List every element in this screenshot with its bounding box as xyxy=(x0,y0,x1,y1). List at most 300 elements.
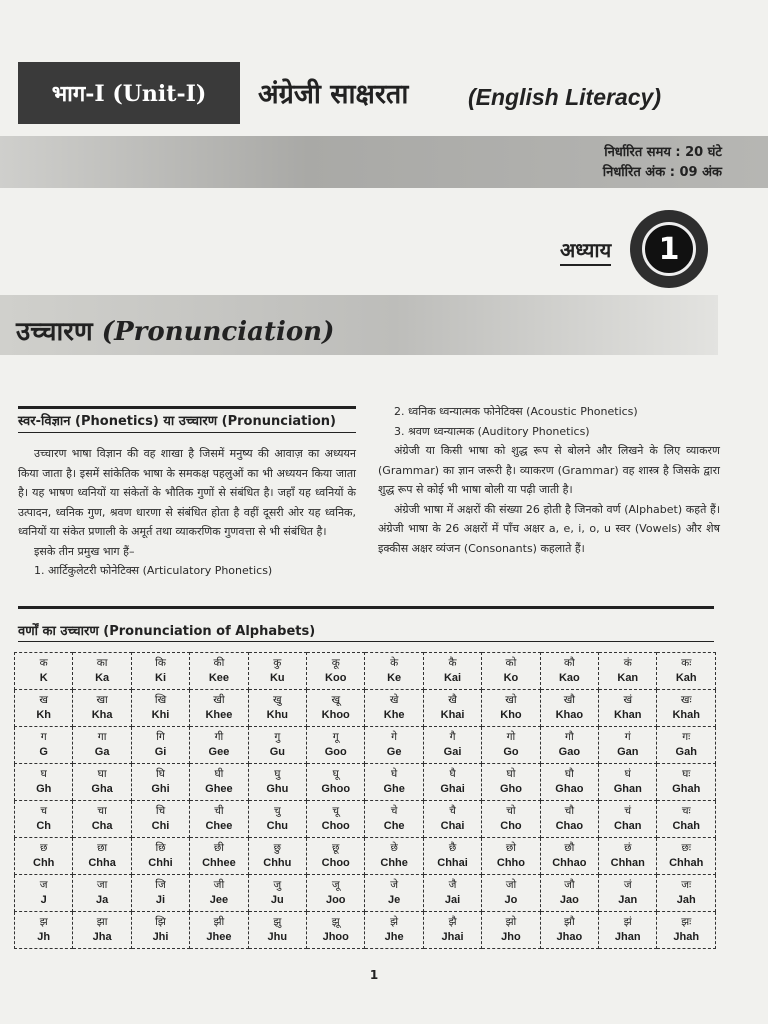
roman-pronunciation: Jan xyxy=(618,894,638,906)
devanagari-syllable: घा xyxy=(97,768,107,780)
table-cell xyxy=(73,875,131,912)
roman-pronunciation: Jh xyxy=(37,931,51,943)
chapter-number-badge xyxy=(630,210,708,288)
roman-pronunciation: Choo xyxy=(321,820,350,832)
devanagari-syllable: जु xyxy=(273,879,282,891)
roman-pronunciation: Chhao xyxy=(552,857,587,869)
devanagari-syllable: घं xyxy=(624,768,631,780)
devanagari-syllable: छः xyxy=(681,842,691,854)
table-heading-text: वर्णों का उच्चारण (Pronunciation of Alphabets) xyxy=(18,621,714,642)
table-cell xyxy=(482,690,540,727)
roman-pronunciation: Jhan xyxy=(614,931,641,943)
section-heading xyxy=(18,406,356,433)
devanagari-syllable: जा xyxy=(96,879,108,891)
roman-pronunciation: Chai xyxy=(440,820,465,832)
table-cell xyxy=(190,801,248,838)
devanagari-syllable: छै xyxy=(448,842,457,854)
table-cell xyxy=(307,912,365,949)
table-cell xyxy=(482,727,540,764)
table-row xyxy=(15,875,716,912)
devanagari-syllable: ची xyxy=(214,805,224,817)
table-cell xyxy=(190,690,248,727)
roman-pronunciation: Jhai xyxy=(441,931,464,943)
devanagari-syllable: झो xyxy=(505,916,517,928)
devanagari-syllable: झ xyxy=(39,916,48,928)
roman-pronunciation: Chhan xyxy=(610,857,645,869)
roman-pronunciation: Chha xyxy=(88,857,116,869)
roman-pronunciation: Ga xyxy=(94,746,110,758)
devanagari-syllable: घी xyxy=(214,768,224,780)
table-cell xyxy=(131,801,189,838)
roman-pronunciation: Khoo xyxy=(321,709,350,721)
roman-pronunciation: Jee xyxy=(209,894,229,906)
devanagari-syllable: का xyxy=(96,657,108,669)
roman-pronunciation: Kan xyxy=(617,672,639,684)
grammar-paragraph: अंग्रेजी या किसी भाषा को शुद्ध रूप से बोलने और लिखने के लिए व्याकरण (Grammar) का ज्ञान जरूरी है। व्याकरण (Grammar) वह शास्त्र है जिसके द्वारा शुद्ध रूप से कोई भी भाषा बोली या पढ़ी जाती है। xyxy=(378,444,720,496)
roman-pronunciation: Ghao xyxy=(555,783,584,795)
list-item-1: 1. आर्टिकुलेटरी फोनेटिक्स (Articulatory Phonetics) xyxy=(34,564,273,577)
table-cell xyxy=(73,838,131,875)
devanagari-syllable: कि xyxy=(155,657,166,669)
roman-pronunciation: Jho xyxy=(501,931,521,943)
devanagari-syllable: छा xyxy=(97,842,108,854)
roman-pronunciation: Khe xyxy=(383,709,405,721)
roman-pronunciation: Gho xyxy=(499,783,522,795)
roman-pronunciation: Ji xyxy=(155,894,166,906)
list-item-3: 3. श्रवण ध्वन्यात्मक (Auditory Phonetics) xyxy=(394,424,590,438)
roman-pronunciation: Ghan xyxy=(613,783,642,795)
roman-pronunciation: Choo xyxy=(321,857,350,869)
table-cell xyxy=(365,801,423,838)
roman-pronunciation: Khan xyxy=(614,709,642,721)
devanagari-syllable: छि xyxy=(155,842,166,854)
devanagari-syllable: जो xyxy=(505,879,517,891)
roman-pronunciation: Chhee xyxy=(202,857,236,869)
roman-pronunciation: Ja xyxy=(95,894,109,906)
table-cell xyxy=(190,727,248,764)
table-cell xyxy=(248,727,306,764)
table-cell xyxy=(190,875,248,912)
alphabet-paragraph: अंग्रेजी भाषा में अक्षरों की संख्या 26 होती है जिनको वर्ण (Alphabet) कहते हैं। अंग्रेजी भाषा के 26 अक्षरों में पाँच अक्षर a, e, i, o, u स्वर (Vowels) और शेष इक्कीस अक्षर व्यंजन (Consonants) कहलाते हैं। xyxy=(378,502,720,555)
devanagari-syllable: खे xyxy=(389,694,399,706)
table-cell xyxy=(599,727,657,764)
roman-pronunciation: Chhi xyxy=(148,857,173,869)
roman-pronunciation: Gah xyxy=(675,746,697,758)
roman-pronunciation: Kai xyxy=(443,672,462,684)
roman-pronunciation: Chah xyxy=(672,820,700,832)
roman-pronunciation: Ch xyxy=(36,820,52,832)
devanagari-syllable: कः xyxy=(681,657,692,669)
table-cell xyxy=(307,838,365,875)
table-cell xyxy=(73,690,131,727)
table-cell xyxy=(540,690,598,727)
table-cell xyxy=(307,727,365,764)
table-cell xyxy=(131,838,189,875)
roman-pronunciation: Ku xyxy=(269,672,285,684)
devanagari-syllable: जं xyxy=(623,879,632,891)
table-cell xyxy=(657,727,716,764)
table-cell xyxy=(599,875,657,912)
devanagari-syllable: गी xyxy=(214,731,224,743)
roman-pronunciation: Kha xyxy=(91,709,113,721)
roman-pronunciation: Ka xyxy=(95,672,110,684)
roman-pronunciation: Khi xyxy=(151,709,170,721)
time-allotted: निर्धारित समय : 20 घंटे xyxy=(604,145,722,160)
devanagari-syllable: खि xyxy=(154,694,167,706)
roman-pronunciation: J xyxy=(40,894,47,906)
table-cell xyxy=(599,653,657,690)
devanagari-syllable: झु xyxy=(273,916,282,928)
roman-pronunciation: Ghu xyxy=(266,783,289,795)
table-cell xyxy=(540,653,598,690)
devanagari-syllable: झौ xyxy=(564,916,575,928)
table-cell xyxy=(540,801,598,838)
roman-pronunciation: Chee xyxy=(205,820,233,832)
devanagari-syllable: चो xyxy=(506,805,516,817)
table-row xyxy=(15,764,716,801)
roman-pronunciation: Khah xyxy=(672,709,700,721)
roman-pronunciation: Ju xyxy=(270,894,284,906)
table-row xyxy=(15,727,716,764)
table-heading xyxy=(18,606,714,642)
table-cell xyxy=(657,801,716,838)
table-cell xyxy=(307,764,365,801)
roman-pronunciation: Jha xyxy=(92,931,112,943)
roman-pronunciation: Jhu xyxy=(267,931,288,943)
table-cell xyxy=(307,801,365,838)
devanagari-syllable: कु xyxy=(273,657,282,669)
table-cell xyxy=(482,912,540,949)
devanagari-syllable: कू xyxy=(331,657,340,669)
table-cell xyxy=(599,838,657,875)
table-cell xyxy=(15,653,73,690)
devanagari-syllable: चौ xyxy=(564,805,575,817)
roman-pronunciation: Jo xyxy=(504,894,518,906)
alphabet-table-body xyxy=(15,653,716,949)
devanagari-syllable: झे xyxy=(390,916,399,928)
table-cell xyxy=(657,690,716,727)
roman-pronunciation: Chi xyxy=(151,820,170,832)
table-cell xyxy=(15,690,73,727)
roman-pronunciation: Chao xyxy=(555,820,584,832)
devanagari-syllable: जै xyxy=(448,879,457,891)
roman-pronunciation: G xyxy=(39,746,48,758)
roman-pronunciation: Chhu xyxy=(263,857,292,869)
table-cell xyxy=(248,801,306,838)
chapter-title xyxy=(16,312,334,348)
table-cell xyxy=(423,653,481,690)
table-row xyxy=(15,912,716,949)
devanagari-syllable: झू xyxy=(331,916,340,928)
devanagari-syllable: झी xyxy=(213,916,225,928)
table-cell xyxy=(15,801,73,838)
table-cell xyxy=(365,912,423,949)
devanagari-syllable: छो xyxy=(505,842,516,854)
table-cell xyxy=(599,801,657,838)
devanagari-syllable: ग xyxy=(40,731,47,743)
table-cell xyxy=(131,764,189,801)
devanagari-syllable: छौ xyxy=(564,842,575,854)
table-cell xyxy=(657,912,716,949)
roman-pronunciation: Gee xyxy=(208,746,230,758)
roman-pronunciation: Ghoo xyxy=(321,783,351,795)
table-cell xyxy=(482,801,540,838)
table-cell xyxy=(190,653,248,690)
chapter-label: अध्याय xyxy=(560,236,611,266)
devanagari-syllable: छी xyxy=(213,842,224,854)
devanagari-syllable: गो xyxy=(506,731,516,743)
devanagari-syllable: झा xyxy=(96,916,108,928)
table-row xyxy=(15,801,716,838)
table-cell xyxy=(423,912,481,949)
devanagari-syllable: जौ xyxy=(564,879,575,891)
devanagari-syllable: छ xyxy=(40,842,48,854)
roman-pronunciation: Khai xyxy=(440,709,465,721)
devanagari-syllable: कं xyxy=(623,657,632,669)
table-cell xyxy=(131,875,189,912)
table-cell xyxy=(131,690,189,727)
table-cell xyxy=(73,727,131,764)
devanagari-syllable: खौ xyxy=(563,694,576,706)
devanagari-syllable: खं xyxy=(623,694,633,706)
roman-pronunciation: Ko xyxy=(503,672,519,684)
devanagari-syllable: क xyxy=(39,657,48,669)
section-heading-text: स्वर-विज्ञान (Phonetics) या उच्चारण (Pronunciation) xyxy=(18,411,356,433)
right-column xyxy=(378,402,720,558)
devanagari-syllable: घो xyxy=(506,768,516,780)
table-cell xyxy=(365,690,423,727)
table-cell xyxy=(248,653,306,690)
roman-pronunciation: Khao xyxy=(555,709,584,721)
table-cell xyxy=(131,727,189,764)
devanagari-syllable: की xyxy=(213,657,225,669)
roman-pronunciation: Cha xyxy=(91,820,113,832)
table-cell xyxy=(15,727,73,764)
table-cell xyxy=(73,653,131,690)
roman-pronunciation: Jhao xyxy=(556,931,583,943)
roman-pronunciation: Chhe xyxy=(380,857,408,869)
table-cell xyxy=(540,838,598,875)
devanagari-syllable: जे xyxy=(390,879,399,891)
chapter-title-english: (Pronunciation) xyxy=(101,317,335,347)
devanagari-syllable: चि xyxy=(155,805,166,817)
devanagari-syllable: गः xyxy=(682,731,691,743)
roman-pronunciation: Kee xyxy=(208,672,230,684)
table-cell xyxy=(190,838,248,875)
table-cell xyxy=(657,653,716,690)
unit-label: भाग-I (Unit-I) xyxy=(18,62,240,124)
devanagari-syllable: गि xyxy=(156,731,165,743)
roman-pronunciation: Jhoo xyxy=(322,931,349,943)
roman-pronunciation: Ghi xyxy=(151,783,170,795)
table-cell xyxy=(657,838,716,875)
roman-pronunciation: K xyxy=(39,672,48,684)
devanagari-syllable: छु xyxy=(273,842,282,854)
roman-pronunciation: Ke xyxy=(387,672,402,684)
roman-pronunciation: Gi xyxy=(154,746,167,758)
roman-pronunciation: Jah xyxy=(676,894,696,906)
table-cell xyxy=(307,690,365,727)
devanagari-syllable: चै xyxy=(449,805,456,817)
devanagari-syllable: गौ xyxy=(565,731,574,743)
roman-pronunciation: Gu xyxy=(269,746,285,758)
list-item-2: 2. ध्वनिक ध्वन्यात्मक फोनेटिक्स (Acoustic Phonetics) xyxy=(394,405,638,418)
devanagari-syllable: को xyxy=(505,657,517,669)
devanagari-syllable: के xyxy=(390,657,399,669)
roman-pronunciation: Kh xyxy=(36,709,52,721)
devanagari-syllable: झै xyxy=(448,916,457,928)
devanagari-syllable: घः xyxy=(682,768,691,780)
devanagari-syllable: घ xyxy=(40,768,47,780)
table-cell xyxy=(131,912,189,949)
table-cell xyxy=(73,912,131,949)
roman-pronunciation: Ghai xyxy=(440,783,465,795)
devanagari-syllable: गू xyxy=(332,731,339,743)
roman-pronunciation: Ge xyxy=(386,746,402,758)
table-cell xyxy=(540,764,598,801)
roman-pronunciation: Chu xyxy=(266,820,289,832)
roman-pronunciation: Ghe xyxy=(383,783,405,795)
devanagari-syllable: ज xyxy=(39,879,48,891)
devanagari-syllable: गै xyxy=(449,731,456,743)
table-cell xyxy=(248,838,306,875)
table-cell xyxy=(540,912,598,949)
table-cell xyxy=(423,690,481,727)
roman-pronunciation: Chan xyxy=(614,820,642,832)
chapter-number: 1 xyxy=(642,222,696,276)
roman-pronunciation: Koo xyxy=(325,672,347,684)
devanagari-syllable: घि xyxy=(156,768,165,780)
table-cell xyxy=(482,653,540,690)
roman-pronunciation: Chhai xyxy=(437,857,468,869)
roman-pronunciation: Ghah xyxy=(672,783,701,795)
devanagari-syllable: कौ xyxy=(563,657,575,669)
devanagari-syllable: घै xyxy=(449,768,456,780)
devanagari-syllable: खू xyxy=(331,694,341,706)
alphabet-table xyxy=(14,652,716,949)
devanagari-syllable: खी xyxy=(213,694,225,706)
table-cell xyxy=(365,764,423,801)
devanagari-syllable: जि xyxy=(155,879,166,891)
roman-pronunciation: Cho xyxy=(500,820,522,832)
devanagari-syllable: च xyxy=(40,805,48,817)
devanagari-syllable: जू xyxy=(331,879,340,891)
table-cell xyxy=(540,875,598,912)
roman-pronunciation: Khu xyxy=(266,709,289,721)
time-marks-band xyxy=(0,136,768,188)
table-cell xyxy=(365,875,423,912)
devanagari-syllable: घे xyxy=(391,768,398,780)
table-cell xyxy=(131,653,189,690)
left-column xyxy=(18,444,356,581)
table-cell xyxy=(73,764,131,801)
table-cell xyxy=(15,875,73,912)
intro-paragraph: उच्चारण भाषा विज्ञान की वह शाखा है जिसमें मनुष्य की आवाज़ का अध्ययन किया जाता है। इसमें सांकेतिक भाषा के समकक्ष पहलुओं का भी अध्ययन किया जाता है। यह भाषण ध्वनियों या संकेतों के भौतिक गुणों से संबंधित है। जहाँ यह ध्वनियों के उत्पादन, ध्वनिक गुण, श्रवण धारणा से संबंधित होता है वहीं दूसरी ओर यह ध्वनिक, ध्वनियों या संकेत प्रणाली के अमूर्त तथा व्याकरणिक गुणवत्ता से भी संबंधित है। xyxy=(18,447,356,538)
table-cell xyxy=(423,838,481,875)
roman-pronunciation: Jai xyxy=(444,894,461,906)
roman-pronunciation: Kho xyxy=(500,709,522,721)
parts-intro: इसके तीन प्रमुख भाग हैं– xyxy=(34,544,135,558)
roman-pronunciation: Khee xyxy=(205,709,233,721)
devanagari-syllable: चू xyxy=(332,805,340,817)
roman-pronunciation: Je xyxy=(388,894,401,906)
table-cell xyxy=(423,727,481,764)
table-cell xyxy=(540,727,598,764)
devanagari-syllable: गे xyxy=(391,731,398,743)
roman-pronunciation: Goo xyxy=(324,746,347,758)
roman-pronunciation: Gai xyxy=(443,746,462,758)
roman-pronunciation: Go xyxy=(503,746,519,758)
table-cell xyxy=(657,764,716,801)
table-row xyxy=(15,838,716,875)
devanagari-syllable: खै xyxy=(448,694,457,706)
table-cell xyxy=(482,875,540,912)
table-cell xyxy=(15,838,73,875)
devanagari-syllable: खु xyxy=(273,694,282,706)
table-cell xyxy=(599,690,657,727)
table-cell xyxy=(423,875,481,912)
roman-pronunciation: Joo xyxy=(325,894,346,906)
table-cell xyxy=(365,653,423,690)
roman-pronunciation: Jao xyxy=(559,894,579,906)
roman-pronunciation: Chh xyxy=(33,857,55,869)
table-cell xyxy=(482,764,540,801)
roman-pronunciation: Chhah xyxy=(669,857,704,869)
devanagari-syllable: ख xyxy=(39,694,48,706)
chapter-title-hindi: उच्चारण xyxy=(16,317,93,347)
roman-pronunciation: Gao xyxy=(558,746,581,758)
devanagari-syllable: छू xyxy=(332,842,340,854)
devanagari-syllable: जी xyxy=(213,879,225,891)
table-cell xyxy=(248,912,306,949)
table-cell xyxy=(365,727,423,764)
roman-pronunciation: Kah xyxy=(675,672,697,684)
table-cell xyxy=(73,801,131,838)
table-cell xyxy=(190,764,248,801)
marks-allotted: निर्धारित अंक : 09 अंक xyxy=(602,165,722,180)
devanagari-syllable: घू xyxy=(332,768,339,780)
table-row xyxy=(15,653,716,690)
roman-pronunciation: Jhe xyxy=(384,931,404,943)
page-title-english: (English Literacy) xyxy=(468,84,661,110)
table-row xyxy=(15,690,716,727)
devanagari-syllable: घौ xyxy=(564,768,574,780)
page-number: 1 xyxy=(369,968,379,982)
devanagari-syllable: झं xyxy=(623,916,632,928)
table-cell xyxy=(423,801,481,838)
devanagari-syllable: चः xyxy=(681,805,691,817)
devanagari-syllable: जः xyxy=(681,879,692,891)
devanagari-syllable: खो xyxy=(505,694,517,706)
table-cell xyxy=(423,764,481,801)
devanagari-syllable: गं xyxy=(624,731,631,743)
roman-pronunciation: Chho xyxy=(496,857,525,869)
table-cell xyxy=(248,764,306,801)
table-cell xyxy=(365,838,423,875)
roman-pronunciation: Gha xyxy=(91,783,113,795)
roman-pronunciation: Ghee xyxy=(205,783,233,795)
table-cell xyxy=(15,912,73,949)
roman-pronunciation: Gan xyxy=(617,746,639,758)
table-cell xyxy=(190,912,248,949)
devanagari-syllable: झः xyxy=(681,916,692,928)
table-cell xyxy=(482,838,540,875)
devanagari-syllable: गु xyxy=(274,731,281,743)
roman-pronunciation: Kao xyxy=(558,672,580,684)
roman-pronunciation: Jhah xyxy=(673,931,700,943)
table-cell xyxy=(15,764,73,801)
table-cell xyxy=(248,690,306,727)
